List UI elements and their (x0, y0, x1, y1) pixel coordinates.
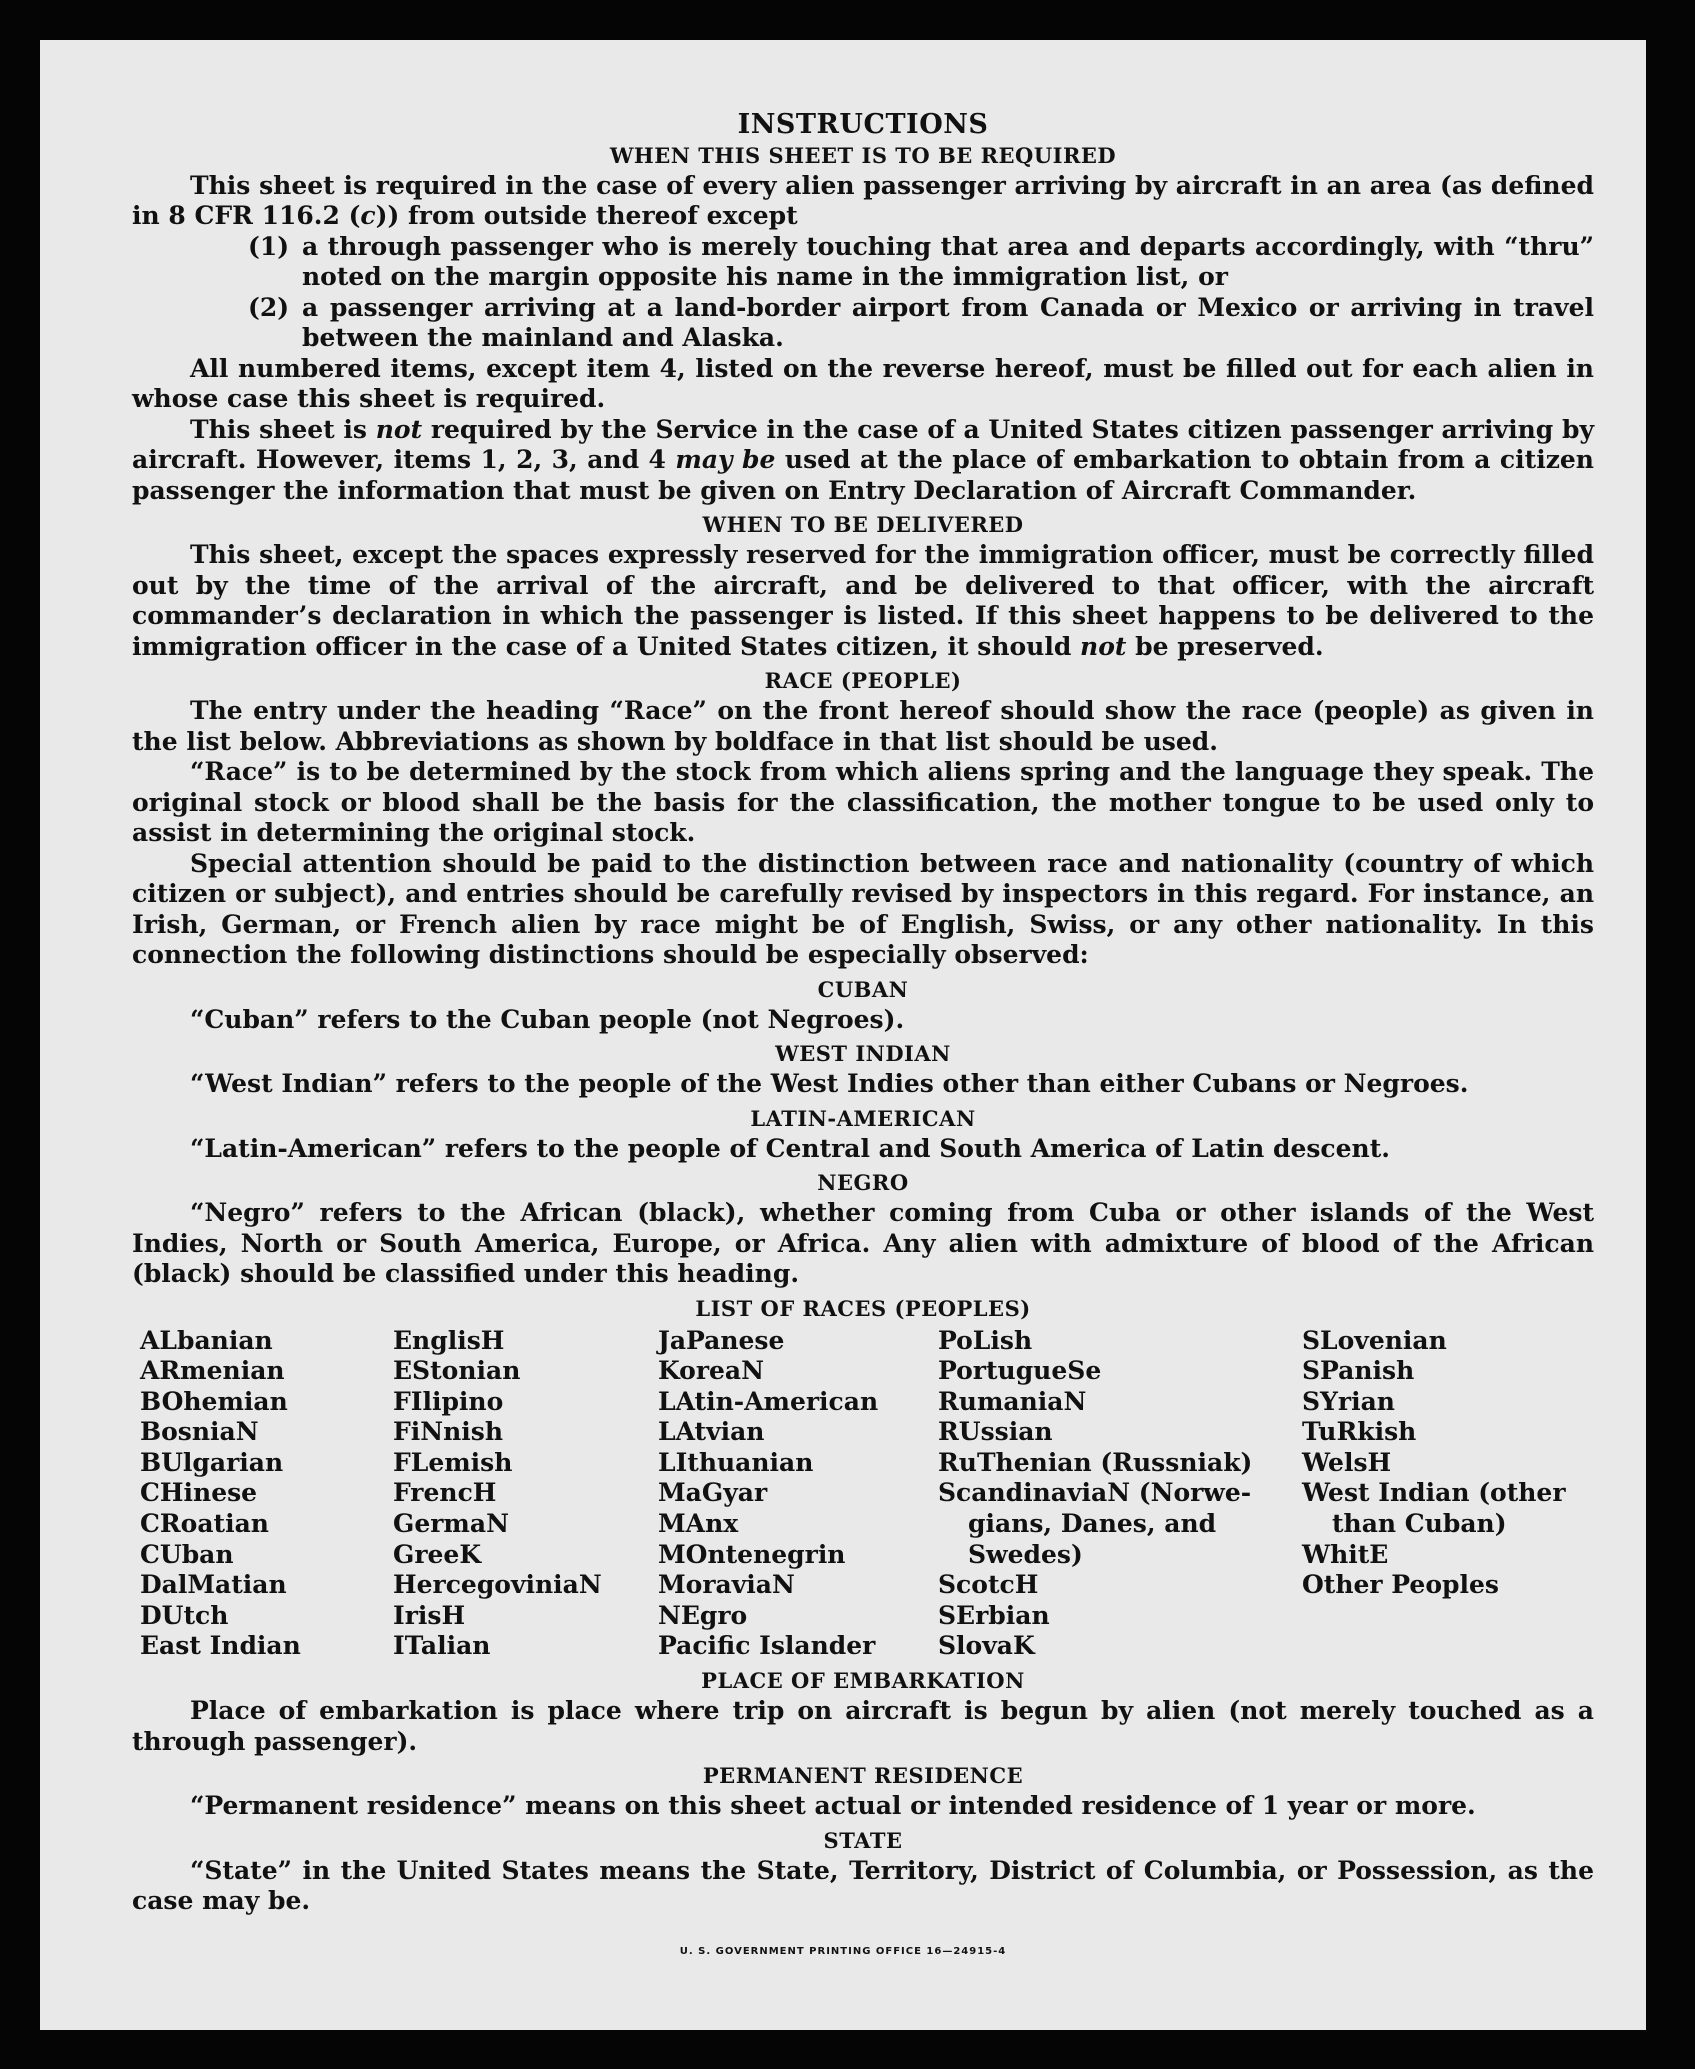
exception-item-2: (2) a passenger arriving at a land-border airport from Canada or Mexico or arriving in travel between the mainland and Alaska. (248, 292, 1594, 352)
race-column-2 (393, 1326, 658, 1663)
heading-cuban: CUBAN (817, 976, 909, 1002)
paragraph-negro: “Negro” refers to the African (black), whether coming from Cuba or other islands of the West Indies, North or South America, Europe, or Africa. Any alien with admixture of blood of the African (black) should be classified under this heading. (132, 1198, 1594, 1288)
race-column-5 (1302, 1326, 1602, 1663)
race-item: Other Peoples (1302, 1570, 1499, 1600)
race-item: NEgro (658, 1600, 748, 1630)
race-item: DUtch (140, 1600, 229, 1630)
race-item: WhitE (1302, 1539, 1389, 1569)
race-item: East Indian (140, 1631, 301, 1661)
race-item: FrencH (393, 1478, 497, 1508)
paragraph-state: “State” in the United States means the State, Territory, District of Columbia, or Possession, as the case may be. (132, 1855, 1594, 1916)
instructions-body (132, 110, 1594, 1917)
heading-race: RACE (PEOPLE) (764, 668, 962, 693)
race-item: BosniaN (140, 1417, 259, 1447)
race-item: HercegoviniaN (393, 1570, 602, 1600)
race-item: ITalian (393, 1631, 491, 1661)
paragraph-required: This sheet is required in the case of every alien passenger arriving by aircraft in an area (as defined in 8 CFR 116.2 (c)) from outside thereof except (132, 170, 1594, 230)
race-item: JaPanese (658, 1325, 785, 1355)
race-item: EnglisH (393, 1325, 505, 1355)
heading-when-required: WHEN THIS SHEET IS TO BE REQUIRED (609, 142, 1117, 168)
race-item: than Cuban) (1332, 1509, 1507, 1539)
paragraph-race-3: Special attention should be paid to the distinction between race and nationality (country of which citizen or subject), and entries should be carefully revised by inspectors in this regard. For instance, an Irish, German, or French alien by race might be of English, Swiss, or any other nationality. In this connection the following distinctions should be especially observed: (132, 848, 1594, 969)
race-item: EStonian (393, 1356, 521, 1386)
race-column-4 (938, 1326, 1302, 1663)
paragraph-numbered-items: All numbered items, except item 4, listed on the reverse hereof, must be filled out for each alien in whose case this sheet is required. (132, 353, 1594, 413)
race-item: BUlgarian (140, 1447, 284, 1477)
race-item: KoreaN (658, 1356, 764, 1386)
document-page (40, 40, 1646, 2030)
race-item: FIlipino (393, 1386, 504, 1416)
race-item: RumaniaN (938, 1386, 1087, 1416)
printing-office-footer: U. S. GOVERNMENT PRINTING OFFICE 16—24915-4 (679, 1946, 1007, 1957)
race-item: GreeK (393, 1539, 482, 1569)
race-item: LAtvian (658, 1417, 765, 1447)
race-item: SPanish (1302, 1356, 1415, 1386)
race-item: LAtin-American (658, 1386, 879, 1416)
page-title: INSTRUCTIONS (737, 109, 989, 140)
race-item: CHinese (140, 1478, 258, 1508)
race-item: MaGyar (658, 1478, 768, 1508)
heading-when-delivered: WHEN TO BE DELIVERED (702, 512, 1024, 537)
race-item: Swedes) (968, 1539, 1083, 1569)
heading-permanent-residence: PERMANENT RESIDENCE (702, 1763, 1024, 1789)
race-item: SErbian (938, 1600, 1050, 1630)
race-item: MAnx (658, 1509, 739, 1539)
heading-latin-american: LATIN-AMERICAN (750, 1105, 976, 1131)
race-item: Pacific Islander (658, 1631, 876, 1661)
paragraph-embarkation: Place of embarkation is place where trip on aircraft is begun by alien (not merely touched as a through passenger). (132, 1696, 1594, 1756)
paragraph-latin-american: “Latin-American” refers to the people of Central and South America of Latin descent. (190, 1133, 1390, 1163)
paragraph-west-indian: “West Indian” refers to the people of the West Indies other than either Cubans or Negroes. (190, 1069, 1469, 1098)
heading-state: STATE (823, 1827, 903, 1853)
paragraph-citizen: This sheet is not required by the Service in the case of a United States citizen passenger arriving by aircraft. However, items 1, 2, 3, and 4 may be used at the place of embarkation to obtain from a citizen passenger the information that must be given on Entry Declaration of Aircraft Commander. (132, 414, 1594, 505)
race-column-3 (658, 1326, 938, 1663)
race-item: GermaN (393, 1509, 509, 1539)
race-item: ALbanian (140, 1325, 273, 1355)
exception-item-1: (1) a through passenger who is merely touching that area and departs accordingly, with “thru” noted on the margin opposite his name in the immigration list, or (248, 231, 1594, 291)
race-item: ScandinaviaN (Norwe- (938, 1478, 1252, 1508)
race-item: WelsH (1302, 1447, 1392, 1477)
race-item: ScotcH (938, 1570, 1039, 1600)
race-item: SlovaK (938, 1631, 1035, 1661)
paragraph-race-1: The entry under the heading “Race” on the front hereof should show the race (people) as given in the list below. Abbreviations as shown by boldface in that list should be used. (132, 696, 1594, 756)
race-item: CRoatian (140, 1509, 269, 1539)
race-item: TuRkish (1302, 1417, 1417, 1447)
race-item: PortugueSe (938, 1356, 1102, 1386)
race-item: FiNnish (393, 1417, 504, 1447)
paragraph-delivered: This sheet, except the spaces expressly reserved for the immigration officer, must be correctly filled out by the time of the arrival of the aircraft, and be delivered to that officer, with the aircraft commander’s declaration in which the passenger is listed. If this sheet happens to be delivered to the immigration officer in the case of a United States citizen, it should not be preserved. (132, 540, 1594, 661)
heading-list-of-races: LIST OF RACES (PEOPLES) (695, 1295, 1031, 1321)
race-item: SYrian (1302, 1386, 1395, 1416)
heading-west-indian: WEST INDIAN (775, 1041, 951, 1066)
race-item: West Indian (other (1302, 1478, 1566, 1508)
race-item: MOntenegrin (658, 1539, 846, 1569)
race-item: gians, Danes, and (968, 1509, 1217, 1539)
race-item: PoLish (938, 1325, 1033, 1355)
race-item: BOhemian (140, 1386, 288, 1416)
race-column-1 (140, 1326, 393, 1663)
race-item: LIthuanian (658, 1447, 814, 1477)
race-item: IrisH (393, 1600, 466, 1630)
paragraph-permanent-residence: “Permanent residence” means on this sheet actual or intended residence of 1 year or more. (190, 1791, 1476, 1821)
heading-negro: NEGRO (817, 1170, 909, 1195)
race-list (140, 1326, 1594, 1663)
heading-embarkation: PLACE OF EMBARKATION (701, 1668, 1025, 1694)
race-item: CUban (140, 1539, 234, 1569)
paragraph-cuban: “Cuban” refers to the Cuban people (not Negroes). (190, 1004, 905, 1034)
paragraph-race-2: “Race” is to be determined by the stock from which aliens spring and the language they speak. The original stock or blood shall be the basis for the classification, the mother tongue to be used only to assist in determining the original stock. (132, 757, 1594, 847)
race-item: FLemish (393, 1447, 513, 1477)
race-item: MoraviaN (658, 1570, 795, 1600)
race-item: ARmenian (140, 1356, 285, 1386)
race-item: SLovenian (1302, 1325, 1447, 1355)
race-item: RUssian (938, 1417, 1053, 1447)
race-item: DalMatian (140, 1570, 287, 1600)
race-item: RuThenian (Russniak) (938, 1447, 1253, 1477)
